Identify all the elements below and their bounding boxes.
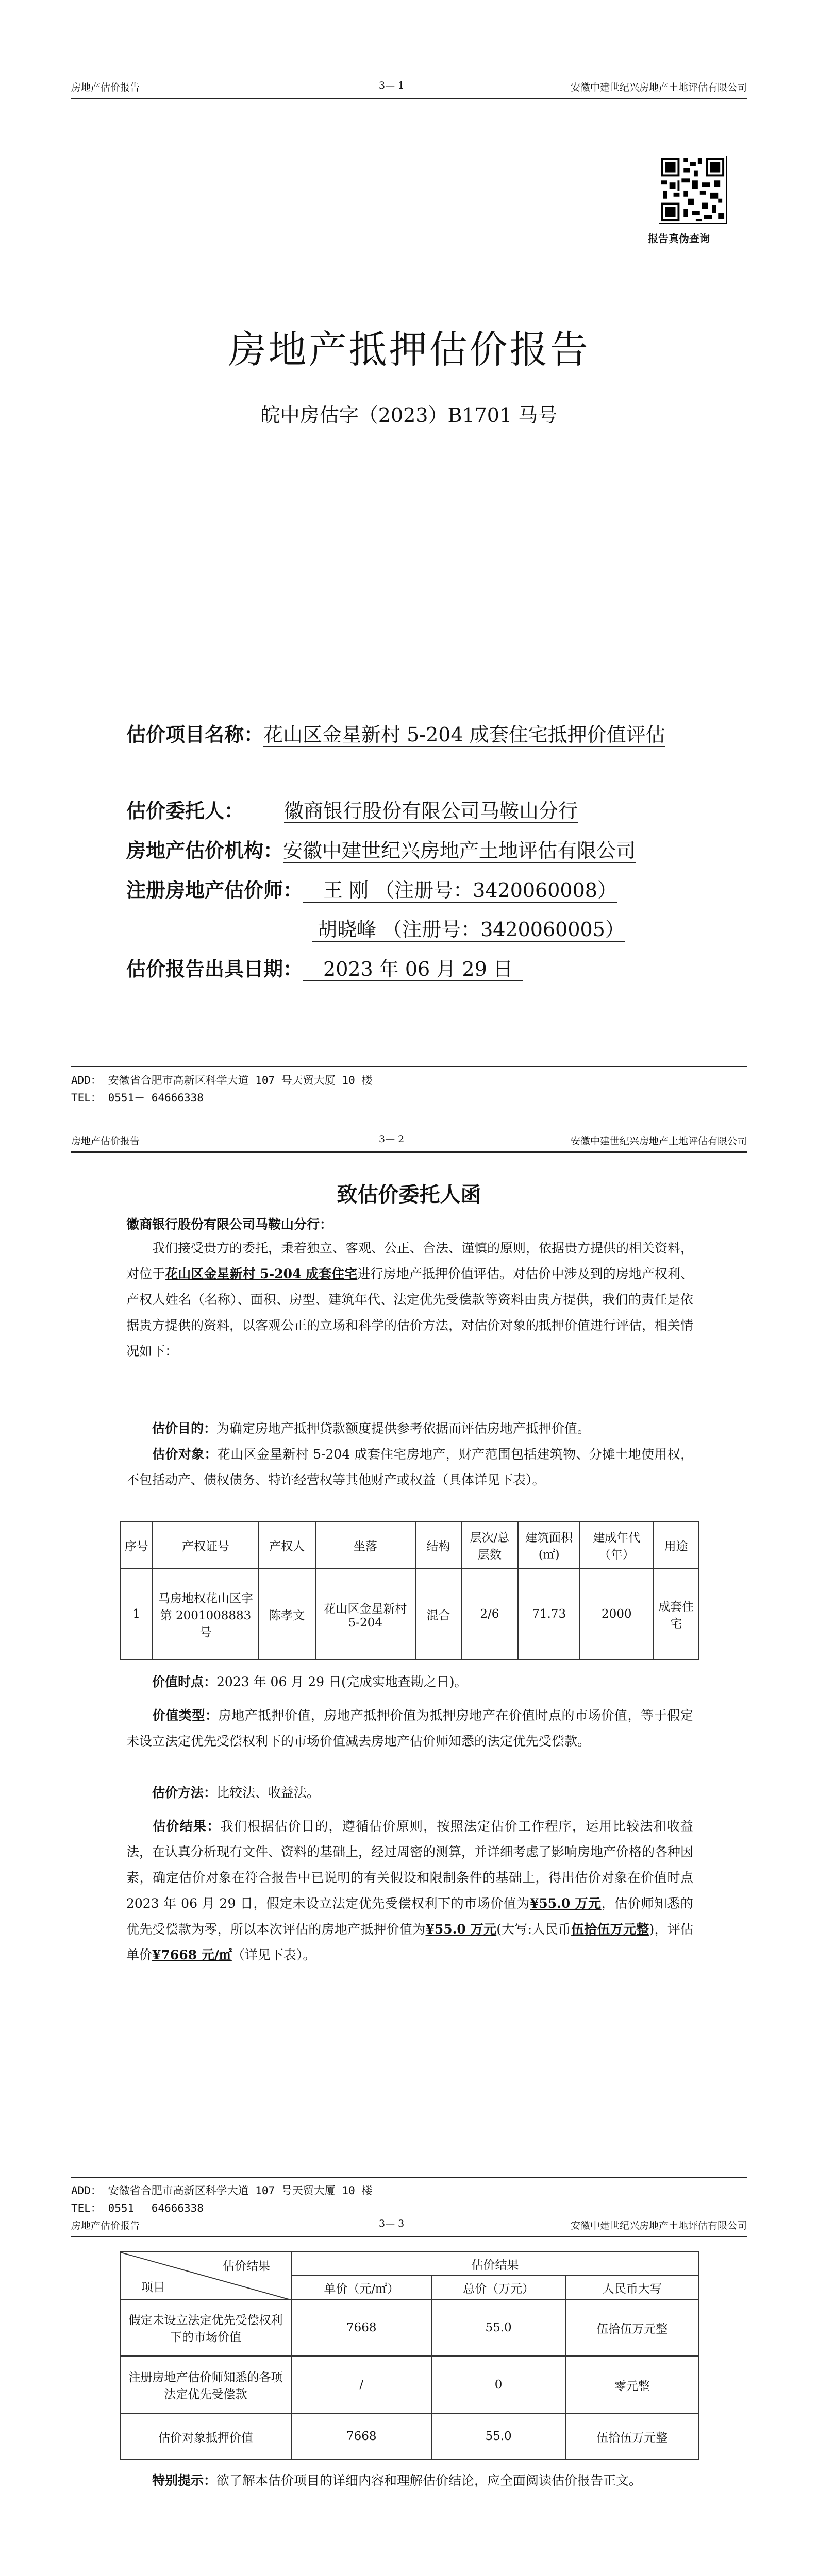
value-type-paragraph [126,1703,693,1754]
table-cell: 混合 [415,1569,461,1659]
table-header: 用途 [653,1521,699,1569]
value-in-words: 伍拾伍万元整 [571,1922,649,1937]
group-header: 估价结果 [291,2252,699,2276]
table-header: 产权人 [259,1521,315,1569]
value-time-text: 2023 年 06 月 29 日(完成实地查勘之日)。 [216,1674,468,1689]
result-paragraph [126,1814,693,1968]
table-header: 单价（元/㎡） [291,2276,431,2299]
table-cell: 马房地权花山区字第 2001008883 号 [153,1569,258,1659]
method-text: 比较法、收益法。 [216,1785,320,1800]
field-label: 注册房地产估价师： [126,879,303,902]
page-header [71,80,747,99]
diagonal-header-cell [120,2252,291,2299]
field-label: 估价报告出具日期： [126,958,303,980]
result-text-3: (大写:人民币 [496,1922,572,1937]
footer-phone: TEL： 0551－ 64666338 [71,2202,204,2214]
table-header: 建成年代（年） [580,1521,653,1569]
unit-price: ¥7668 元/㎡ [152,1947,232,1962]
result-text: 我们根据估价目的，遵循估价原则，按照法定估价工作程序，运用比较法和收益法，在认真分析现有文件、资料的基础上，经过周密的测算，并详细考虑了影响房地产价格的各种因素，确定估价对象在符合报告中已说明的有关假设和限制条件的基础上，得出估价对象在价值时点 2023 年 06 月 29 日，假定未设立法定优先受偿权利下的市场价值为 [126,1819,694,1911]
page-footer [71,1066,747,1107]
page-header [71,1133,747,1153]
header-page-number: 3— 3 [379,2218,405,2229]
field-value: 花山区金星新村 5-204 成套住宅抵押价值评估 [263,723,665,746]
table-cell: 55.0 [431,2414,565,2459]
table-header: 人民币大写 [565,2276,699,2299]
purpose-paragraph [126,1416,693,1442]
table-header: 层次/总层数 [461,1521,518,1569]
table-cell: 7668 [291,2414,431,2459]
tip-text: 欲了解本估价项目的详细内容和理解估价结论，应全面阅读估价报告正文。 [216,2473,642,2488]
table-header: 坐落 [315,1521,416,1569]
value-time-paragraph [126,1669,693,1695]
table-header-row [120,1521,699,1569]
field-value: 安徽中建世纪兴房地产土地评估有限公司 [283,839,636,862]
table-row [120,2414,699,2459]
table-cell: / [291,2356,431,2414]
header-company: 安徽中建世纪兴房地产土地评估有限公司 [570,82,747,93]
property-table [120,1521,699,1660]
qr-caption: 报告真伪查询 [648,232,710,245]
diag-top-label: 估价结果 [223,2260,270,2273]
value-type-label: 价值类型： [152,1708,219,1723]
header-left: 房地产估价报告 [71,82,140,93]
value-time-label: 价值时点： [152,1674,217,1689]
intro-paragraph [126,1235,693,1364]
table-cell: 伍拾伍万元整 [565,2299,699,2356]
table-cell: 成套住宅 [653,1569,699,1659]
table-row [120,2299,699,2356]
table-cell: 伍拾伍万元整 [565,2414,699,2459]
table-cell: 2000 [580,1569,653,1659]
table-cell: 2/6 [461,1569,518,1659]
value-type-text: 房地产抵押价值，房地产抵押价值为抵押房地产在价值时点的市场价值，等于假定未设立法定优先受偿权利下的市场价值减去房地产估价师知悉的法定优先受偿款。 [126,1708,693,1749]
result-text-4: )，评估单价 [126,1922,693,1962]
result-text-5: （详见下表）。 [231,1947,316,1962]
field-report-date [126,956,523,982]
table-header: 建筑面积(㎡) [518,1521,580,1569]
special-tip-paragraph [126,2468,693,2494]
footer-address: ADD： 安徽省合肥市高新区科学大道 107 号天贸大厦 10 楼 [71,1074,373,1087]
table-cell: 0 [431,2356,565,2414]
table-header: 序号 [120,1521,153,1569]
table-header-row [120,2252,699,2276]
field-value: 王 刚 （注册号：3420060008） [303,879,617,903]
object-paragraph [126,1442,693,1493]
object-label: 估价对象： [152,1447,218,1462]
table-cell: 注册房地产估价师知悉的各项法定优先受偿款 [120,2356,291,2414]
field-label: 估价委托人： [126,800,244,822]
purpose-text: 为确定房地产抵押贷款额度提供参考依据而评估房地产抵押价值。 [216,1421,591,1436]
valuation-result-table [120,2251,699,2460]
method-label: 估价方法： [152,1785,217,1800]
tip-label: 特别提示： [152,2473,217,2488]
header-page-number: 3— 1 [379,80,405,91]
header-left: 房地产估价报告 [71,1136,140,1147]
table-header: 总价（万元） [431,2276,565,2299]
table-header: 产权证号 [153,1521,258,1569]
table-cell: 花山区金星新村 5-204 [315,1569,416,1659]
field-appraiser-1 [126,877,617,904]
field-label: 房地产估价机构： [126,839,283,862]
intro-text-rest: 进行房地产抵押价值评估。对估价中涉及到的房地产权利、产权人姓名（名称）、面积、房型、建筑年代、法定优先受偿款等资料由贵方提供，我们的责任是依据贵方提供的资料，以客观公正的立场和科学的估价方法，对估价对象的抵押价值进行评估，相关情况如下： [126,1266,694,1359]
table-cell: 1 [120,1569,153,1659]
table-row [120,2356,699,2414]
intro-text: 我们接受贵方的委托，秉着独立、客观、公正、合法、谨慎的原则，依据贵方提供的相关资料，对位于 [126,1241,694,1281]
field-value: 胡晓峰 （注册号：3420060005） [312,918,625,942]
market-value: ¥55.0 万元 [530,1896,602,1911]
table-header: 结构 [415,1521,461,1569]
header-left: 房地产估价报告 [71,2220,140,2231]
footer-address: ADD： 安徽省合肥市高新区科学大道 107 号天贸大厦 10 楼 [71,2184,373,2197]
field-client [126,798,578,824]
table-cell: 估价对象抵押价值 [120,2414,291,2459]
field-value: 2023 年 06 月 29 日 [303,958,523,981]
diag-bottom-label: 项目 [141,2281,165,2294]
field-label: 估价项目名称： [126,723,264,746]
table-cell: 71.73 [518,1569,580,1659]
table-cell: 陈孝文 [259,1569,315,1659]
report-title: 房地产抵押估价报告 [228,328,590,372]
table-cell: 零元整 [565,2356,699,2414]
footer-phone: TEL： 0551－ 64666338 [71,1092,204,1104]
table-cell: 55.0 [431,2299,565,2356]
result-label: 估价结果： [152,1819,221,1834]
header-company: 安徽中建世纪兴房地产土地评估有限公司 [570,1136,747,1147]
method-paragraph [126,1780,693,1806]
letter-title: 致估价委托人函 [337,1182,481,1207]
purpose-label: 估价目的： [152,1421,217,1436]
header-page-number: 3— 2 [379,1133,405,1145]
page-1 [0,0,818,1108]
field-project-name [126,721,693,748]
field-value: 徽商银行股份有限公司马鞍山分行 [284,800,578,822]
header-company: 安徽中建世纪兴房地产土地评估有限公司 [570,2220,747,2231]
table-cell: 7668 [291,2299,431,2356]
property-location: 花山区金星新村 5-204 成套住宅 [165,1266,358,1281]
addressee: 徽商银行股份有限公司马鞍山分行： [126,1217,333,1232]
field-agency [126,837,636,864]
page-header [71,2218,747,2237]
field-appraiser-2 [312,916,625,943]
result-text-2: ，估价师知悉的优先受偿款为零，所以本次评估的房地产抵押价值为 [126,1896,693,1937]
table-cell: 假定未设立法定优先受偿权利下的市场价值 [120,2299,291,2356]
page-footer [71,2177,747,2217]
object-text: 花山区金星新村 5-204 成套住宅房地产，财产范围包括建筑物、分摊土地使用权，不包括动产、债权债务、特许经营权等其他财产或权益（具体详见下表）。 [126,1447,693,1487]
table-row [120,1569,699,1659]
report-number: 皖中房估字（2023）B1701 马号 [260,404,558,427]
qr-code-icon[interactable] [659,156,727,224]
mortgage-value: ¥55.0 万元 [425,1922,497,1937]
